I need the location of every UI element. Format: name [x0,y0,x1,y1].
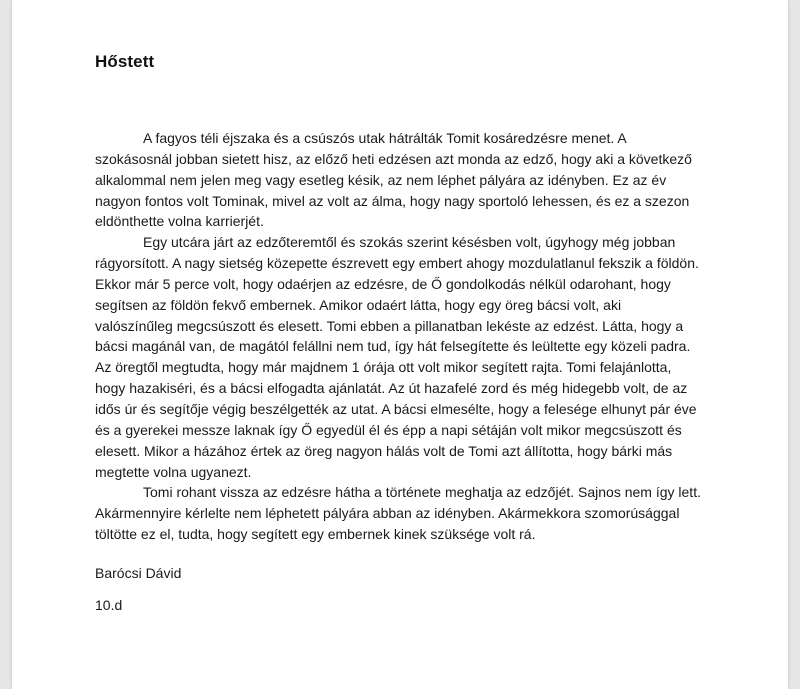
document-page [12,0,788,689]
paragraph: A fagyos téli éjszaka és a csúszós utak hátrálták Tomit kosáredzésre menet. A szokásosnál jobban sietett hisz, az előző heti edzésen azt monda az edző, hogy aki a következő alkalommal nem jelen meg vagy esetleg késik, az nem léphet pályára az idényben. Ez az év nagyon fontos volt Tominak, mivel az volt az álma, hogy nagy sportoló lehessen, és ez a szezon eldönthette volna karrierjét. [95,130,692,230]
document-title: Hőstett [95,52,155,71]
paragraph: Tomi rohant vissza az edzésre hátha a története meghatja az edzőjét. Sajnos nem így lett. Akármennyire kérlelte nem léphetett pályára abban az idényben. Akármekkora szomorúsággal töltötte ez el, tudta, hogy segített egy embernek kinek szüksége volt rá. [95,484,701,543]
paragraph: Egy utcára járt az edzőteremtől és szokás szerint késésben volt, úgyhogy még jobban rágyorsított. A nagy sietség közepette észrevett egy embert ahogy mozdulatlanul fekszik a földön. Ekkor már 5 perce volt, hogy odaérjen az edzésre, de Ő gondolkodás nélkül odarohant, hogy segítsen az földön fekvő embernek. Amikor odaért látta, hogy egy öreg bácsi volt, aki valószínűleg megcsúszott és elesett. Tomi ebben a pillanatban lekéste az edzést. Látta, hogy a bácsi magánál van, de magától felállni nem tud, így hát felsegítette és leültette egy közeli padra. Az öregtől megtudta, hogy már majdnem 1 órája ott volt mikor segített rajta. Tomi felajánlotta, hogy hazakiséri, és a bácsi elfogadta ajánlatát. Az út hazafelé zord és még hidegebb volt, de az idős úr és segítője végig beszélgették az utat. A bácsi elmesélte, hogy a felesége elhunyt pár éve és a gyerekei messze laknak így Ő egyedül él és épp a napi sétáján volt mikor megcsúszott és elesett. Mikor a házához értek az öreg nagyon hálás volt de Tomi azt állította, hogy bárki más megtette volna ugyanezt. [95,234,699,480]
class-label: 10.d [95,597,123,613]
document-body [95,128,701,545]
author-name: Barócsi Dávid [95,565,182,581]
